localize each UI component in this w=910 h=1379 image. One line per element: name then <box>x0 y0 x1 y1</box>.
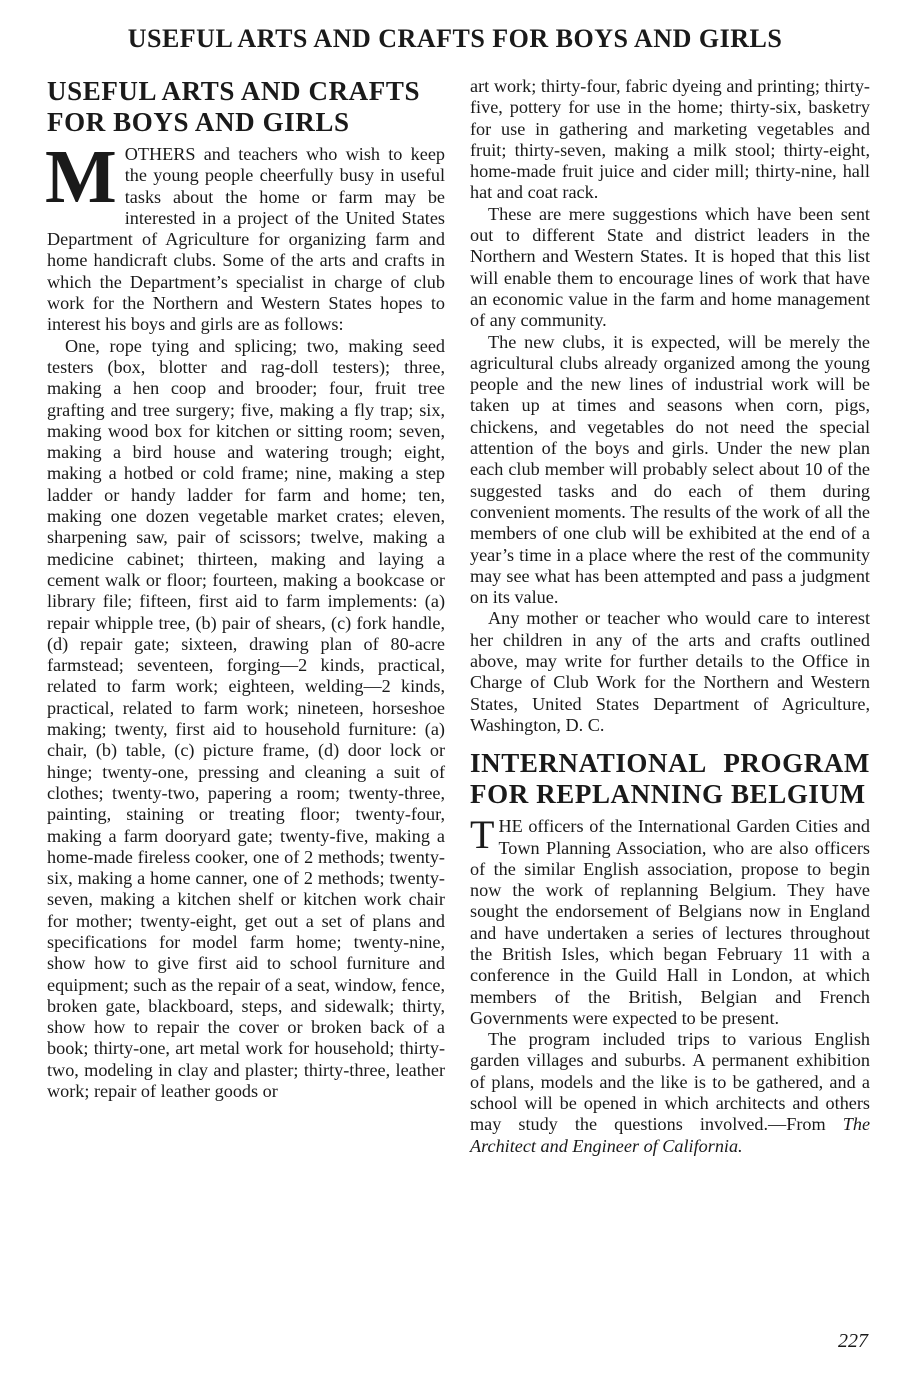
article1-paragraph-2-continued: art work; thirty-four, fabric dyeing and printing; thirty-five, pottery for use in the home; thirty-six, basketry for use in gathering and marketing vegetables and fruit; thirty-seven, making a milk stool; thirty-eight, home-made fruit juice and cider mill; thirty-nine, hall hat and coat rack. <box>470 76 870 203</box>
left-column <box>47 76 445 1102</box>
running-head: USEFUL ARTS AND CRAFTS FOR BOYS AND GIRLS <box>127 24 783 53</box>
article2-paragraph-2-text: The program included trips to various English garden villages and suburbs. A permanent exhibition of plans, models and the like is to be gathered, and a school will be opened in which architects and others may study the questions involved.—From <box>470 1029 870 1135</box>
article2-title-line1: INTERNATIONAL PROGRAM <box>470 748 870 779</box>
article2-paragraph-1-text: HE officers of the International Garden Cities and Town Planning Association, who are also officers of the similar English association, propose to begin now the work of replanning Belgium. They have sought the endorsement of Belgians now in England and have undertaken a series of lectures throughout the British Isles, which began February 11 with a conference in the Guild Hall in London, at which members of the British, Belgian and French Governments were expected to be present. <box>470 816 870 1028</box>
article1-paragraph-2: One, rope tying and splicing; two, making seed testers (box, blotter and rag-doll testers); three, making a hen coop and brooder; four, fruit tree grafting and tree surgery; five, making a fly trap; six, making wood box for kitchen or sitting room; seven, making a bird house and watering trough; eight, making a hotbed or cold frame; nine, making a step ladder or handy ladder for farm and home; ten, making one dozen vegetable market crates; eleven, sharpening saw, pair of scissors; twelve, making a medicine cabinet; thirteen, making and laying a cement walk or floor; fourteen, making a bookcase or library file; fifteen, first aid to farm implements: (a) repair whipple tree, (b) pair of shears, (c) fork handle, (d) repair gate; sixteen, drawing plan of 80-acre farmstead; seventeen, forging—2 kinds, practical, related to farm work; eighteen, welding—2 kinds, practical, related to farm work; nineteen, horseshoe making; twenty, first aid to household furniture: (a) chair, (b) table, (c) picture frame, (d) door lock or hinge; twenty-one, pressing and cleaning a suit of clothes; twenty-two, papering a room; twenty-three, painting, staining or treating floor; twenty-four, making a farm dooryard gate; twenty-five, making a home-made fireless cooker, one of 2 methods; twenty-six, making a home canner, one of 2 methods; twenty-seven, making a kitchen shelf or kitchen work chair for mother; twenty-eight, get out a set of plans and specifications for model farm home; twenty-nine, show how to give first aid to school furniture and equipment; such as the repair of a seat, window, fence, broken gate, blackboard, steps, and sidewalk; thirty, show how to repair the cover or broken back of a book; thirty-one, art metal work for household; thirty-two, modeling in clay and plaster; thirty-three, leather work; repair of leather goods or <box>47 335 445 1102</box>
article1-dropcap: M <box>45 135 117 219</box>
article1-title-line1: USEFUL ARTS AND CRAFTS <box>47 76 421 106</box>
article1-paragraph-1 <box>45 135 445 336</box>
article2-dropcap: T <box>470 812 495 858</box>
article2-paragraph-1 <box>470 812 870 1029</box>
article1-paragraph-3: These are mere suggestions which have been sent out to different State and district leaders in the Northern and Western States. It is hoped that this list will enable them to encourage lines of work that have an economic value in the farm and home management of any community. <box>470 203 870 331</box>
article2-title <box>470 748 870 810</box>
article1-title <box>47 76 445 138</box>
article2 <box>470 748 870 1157</box>
article1-title-line2: FOR BOYS AND GIRLS <box>47 107 350 137</box>
page-number: 227 <box>838 1330 868 1352</box>
article2-source: The Architect and Engineer of California. <box>470 1114 871 1156</box>
article2-title-line2: FOR REPLANNING BELGIUM <box>470 779 866 810</box>
article1-paragraph-4: The new clubs, it is expected, will be merely the agricultural clubs already organized among the young people and the new lines of industrial work will be taken up at times and seasons when corn, pigs, chickens, and vegetables do not need the special attention of the boys and girls. Under the new plan each club member will probably select about 10 of the suggested tasks and do each of them during convenient moments. The results of the work of all the members of one club will be exhibited at the end of a year’s time in a place where the rest of the community may see what has been attempted and pass a judgment on its value. <box>470 331 870 608</box>
article1-paragraph-5: Any mother or teacher who would care to interest her children in any of the arts and crafts outlined above, may write for further details to the Office in Charge of Club Work for the Northern and Western States, United States Department of Agriculture, Washington, D. C. <box>470 608 870 735</box>
article1-paragraph-1-text: OTHERS and teachers who wish to keep the young people cheerfully busy in useful tasks about the home or farm may be interested in a project of the United States Department of Agriculture for organizing farm and home handicraft clubs. Some of the arts and crafts in which the Department’s specialist in charge of club work for the Northern and Western States hopes to interest his boys and girls are as follows: <box>47 144 445 335</box>
right-column <box>470 76 870 1157</box>
article2-paragraph-2 <box>470 1029 870 1157</box>
